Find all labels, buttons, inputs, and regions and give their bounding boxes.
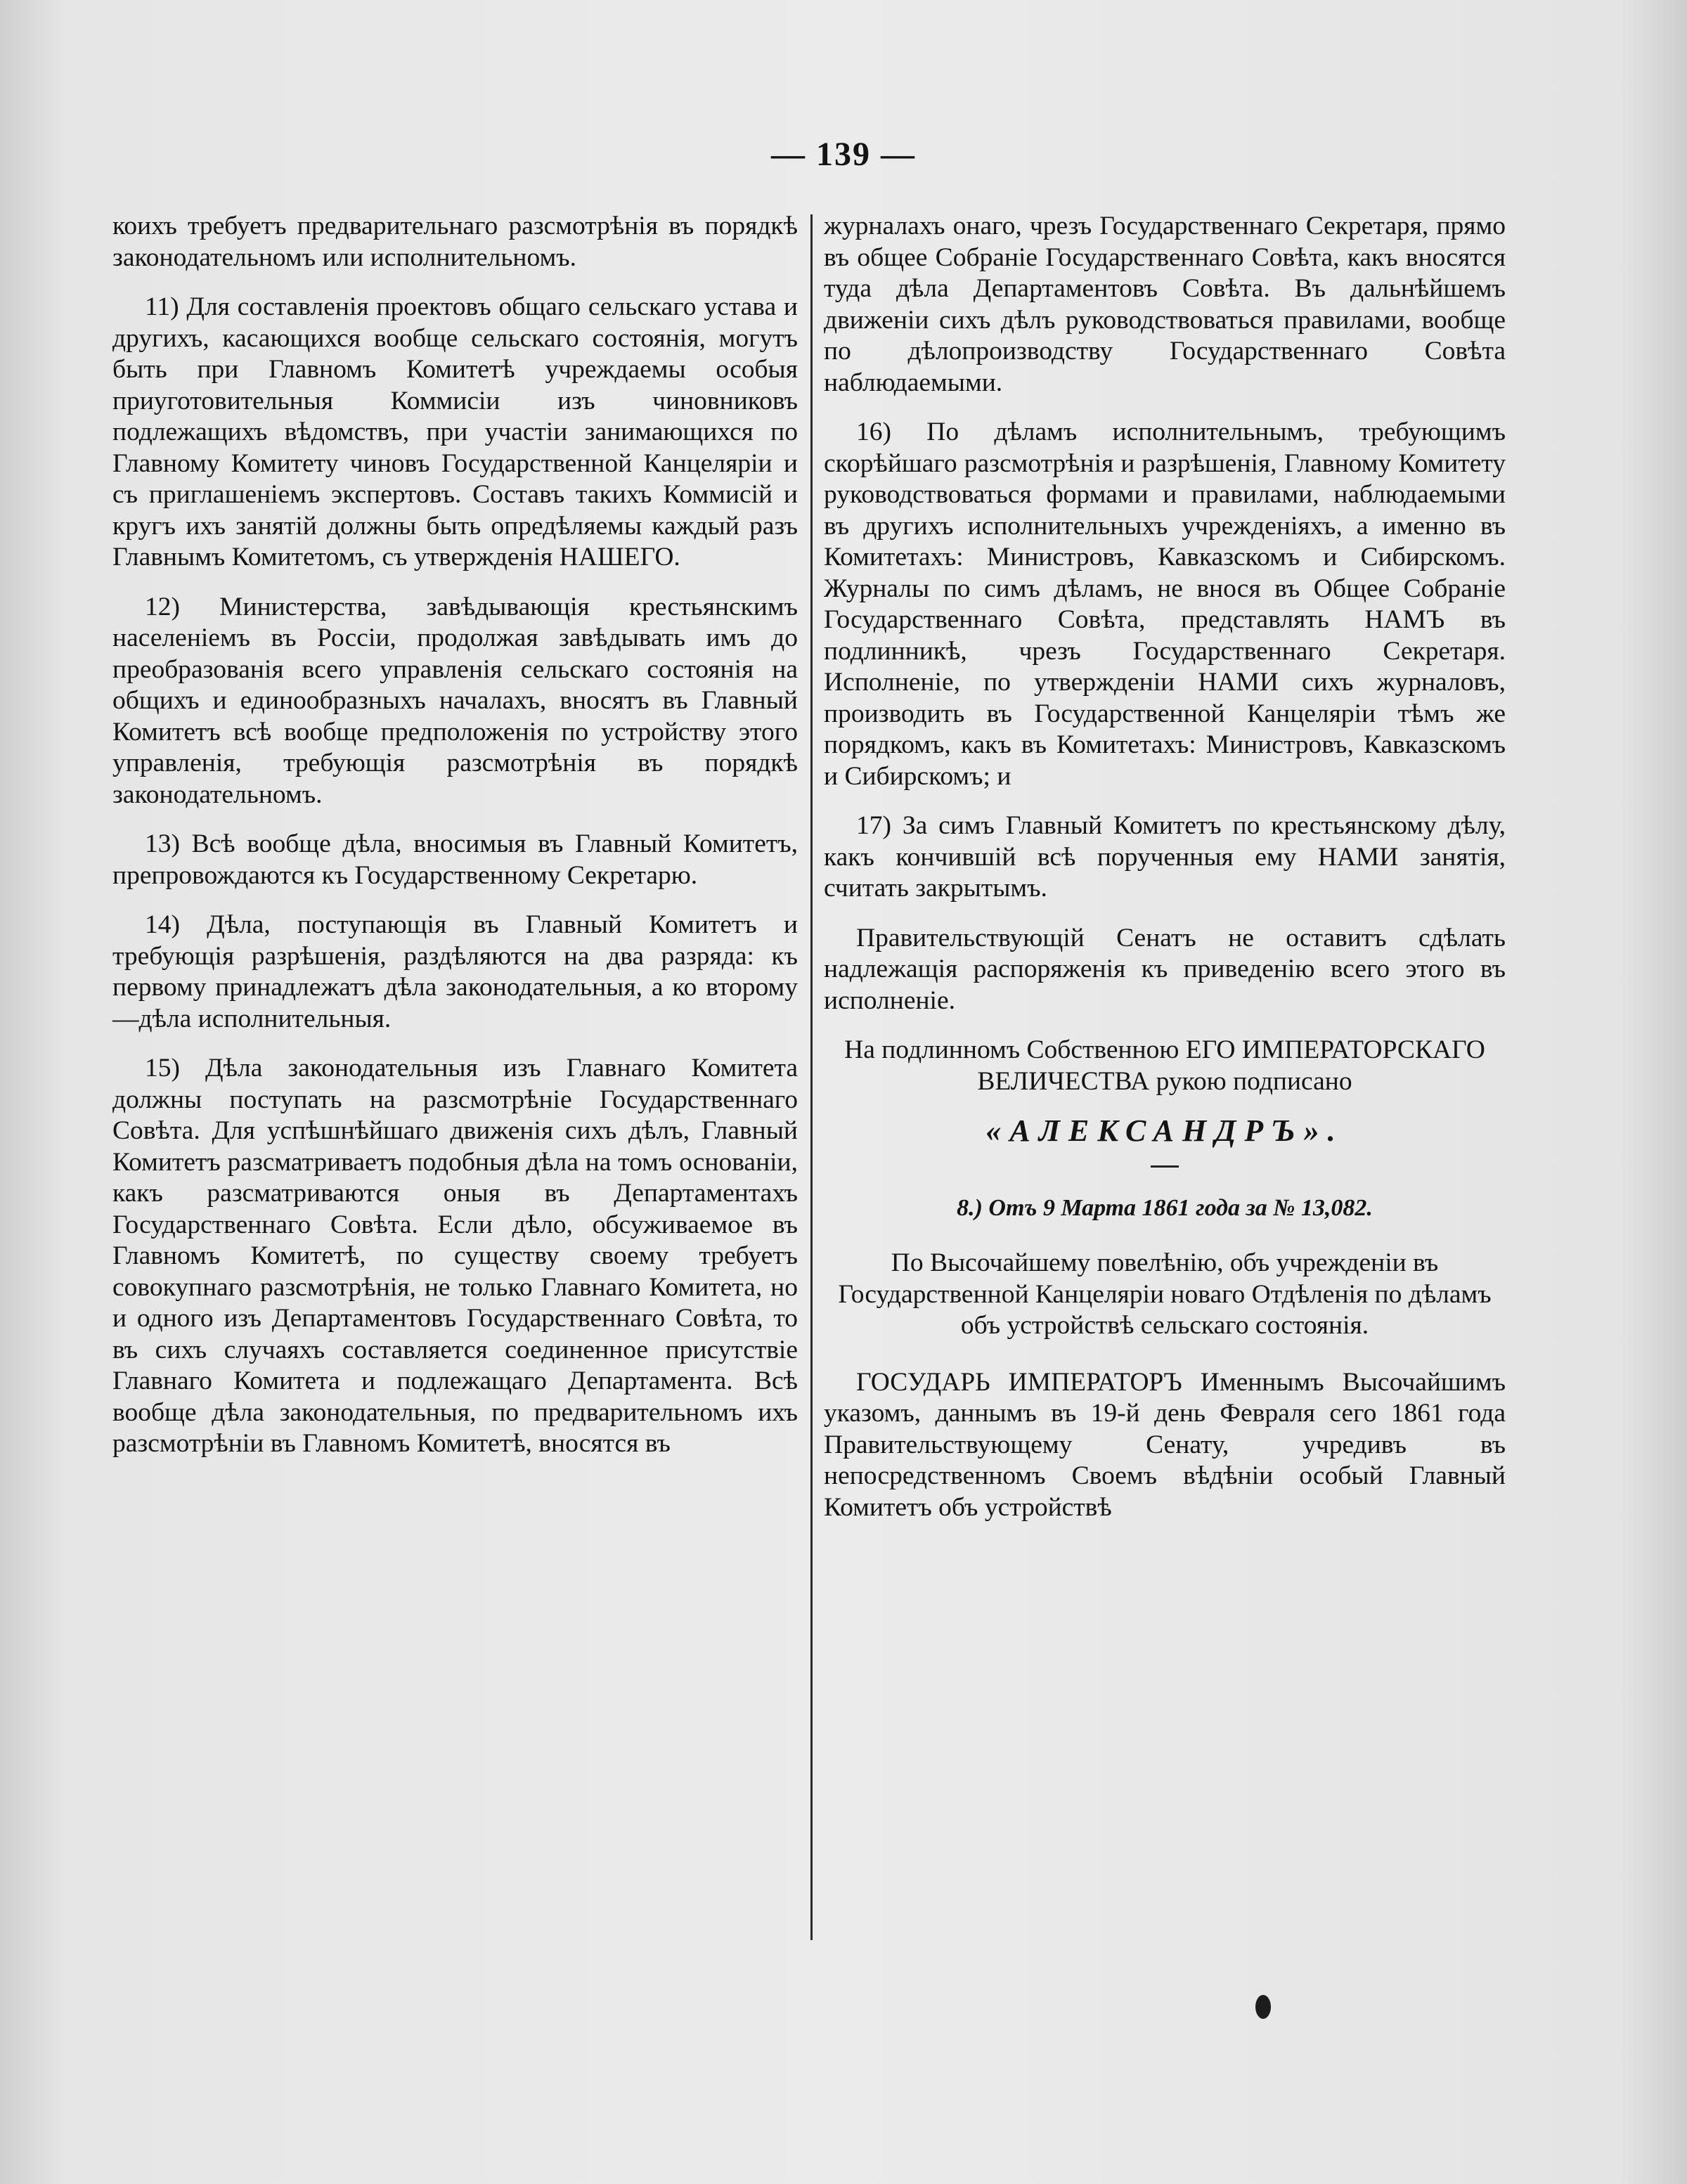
paragraph-17: 17) За симъ Главный Комитетъ по крестьянскому дѣлу, какъ кончившій всѣ порученныя ему НАМИ занятія, считать закрытымъ. <box>824 811 1506 903</box>
left-column <box>112 211 798 1478</box>
signature: «АЛЕКСАНДРЪ». <box>985 1113 1344 1148</box>
paragraph-14: 14) Дѣла, поступающія въ Главный Комитетъ и требующія разрѣшенія, раздѣляются на два разряда: къ первому принадлежатъ дѣла законодательныя, а ко второму—дѣла исполнительныя. <box>112 910 798 1033</box>
paragraph-16: 16) По дѣламъ исполнительнымъ, требующимъ скорѣйшаго разсмотрѣнія и разрѣшенія, Главному Комитету руководствоваться формами и правилами, наблюдаемыми въ другихъ исполнительныхъ учрежденіяхъ, а именно въ Комитетахъ: Министровъ, Кавказскомъ и Сибирскомъ. Журналы по симъ дѣламъ, не внося въ Общее Собраніе Государственнаго Совѣта, представлять НАМЪ въ подлинникѣ, чрезъ Государственнаго Секретаря. Исполненіе, по утвержденіи НАМИ сихъ журналовъ, производить въ Государственной Канцеляріи тѣмъ же порядкомъ, какъ въ Комитетахъ: Министровъ, Кавказскомъ и Сибирскомъ; и <box>824 418 1506 791</box>
paragraph-13: 13) Всѣ вообще дѣла, вносимыя въ Главный Комитетъ, препровождаются къ Государственному Секретарю. <box>112 829 798 890</box>
paragraph-12: 12) Министерства, завѣдывающія крестьянскимъ населеніемъ въ Россіи, продолжая завѣдывать имъ до преобразованія всего управленія сельскаго состоянія на общихъ и единообразныхъ началахъ, вносятъ въ Главный Комитетъ всѣ вообще предположенія по устройству этого управленія, требующія разсмотрѣнія въ порядкѣ законодательномъ. <box>112 592 798 809</box>
decree-reference: 8.) Отъ 9 Марта 1861 года за № 13,082. <box>957 1194 1373 1221</box>
decree-text: ГОСУДАРЬ ИМПЕРАТОРЪ Именнымъ Высочайшимъ указомъ, даннымъ въ 19-й день Февраля сего 1861 года Правительствующему Сенату, учредивъ въ непосредственномъ Своемъ вѣдѣніи особый Главный Комитетъ объ устройствѣ <box>824 1367 1506 1522</box>
signed-line: На подлинномъ Собственною ЕГО ИМПЕРАТОРСКАГО ВЕЛИЧЕСТВА рукою подписано <box>844 1035 1485 1096</box>
column-divider <box>810 214 813 1940</box>
paragraph-11: 11) Для составленія проектовъ общаго сельскаго устава и другихъ, касающихся вообще сельскаго состоянія, могутъ быть при Главномъ Комитетѣ учреждаемы особыя приуготовительныя Коммисіи изъ чиновниковъ подлежащихъ вѣдомствъ, при участіи занимающихся по Главному Комитету чиновъ Государственной Канцеляріи и съ приглашеніемъ экспертовъ. Составъ такихъ Коммисій и кругъ ихъ занятій должны быть опредѣляемы каждый разъ Главнымъ Комитетомъ, съ утвержденія НАШЕГО. <box>112 292 798 571</box>
paragraph-continuation: коихъ требуетъ предварительнаго разсмотрѣнія въ порядкѣ законодательномъ или исполнительномъ. <box>112 212 798 272</box>
ink-blot <box>1255 1995 1271 2019</box>
separator-dash <box>1151 1165 1179 1168</box>
paragraph-15: 15) Дѣла законодательныя изъ Главнаго Комитета должны поступать на разсмотрѣніе Государственнаго Совѣта. Для успѣшнѣйшаго движенія сихъ дѣлъ, Главный Комитетъ разсматриваетъ подобныя дѣла на томъ основаніи, какъ разсматриваются оныя въ Департаментахъ Государственнаго Совѣта. Если дѣло, обсуживаемое въ Главномъ Комитетѣ, по существу своему требуетъ совокупнаго разсмотрѣнія, не только Главнаго Комитета, но и одного изъ Департаментовъ Государственнаго Совѣта, то въ сихъ случаяхъ составляется соединенное присутствіе Главнаго Комитета и подлежащаго Департамента. Всѣ вообще дѣла законодательныя, по предварительномъ ихъ разсмотрѣніи въ Главномъ Комитетѣ, вносятся въ <box>112 1054 798 1458</box>
paragraph-continuation-right: журналахъ онаго, чрезъ Государственнаго Секретаря, прямо въ общее Собраніе Государственнаго Совѣта, какъ вносятся туда дѣла Департаментовъ Совѣта. Въ дальнѣйшемъ движеніи сихъ дѣлъ руководствоваться правилами, вообще по дѣлопроизводству Государственнаго Совѣта наблюдаемыми. <box>824 212 1506 397</box>
right-column <box>824 211 1506 1542</box>
decree-title: По Высочайшему повелѣнію, объ учрежденіи въ Государственной Канцеляріи новаго Отдѣленія по дѣламъ объ устройствѣ сельскаго состоянія. <box>838 1248 1492 1340</box>
senate-paragraph: Правительствующій Сенатъ не оставитъ сдѣлать надлежащія распоряженія къ приведенію всего этого въ исполненіе. <box>824 923 1506 1015</box>
page-number: — 139 — <box>771 136 916 173</box>
